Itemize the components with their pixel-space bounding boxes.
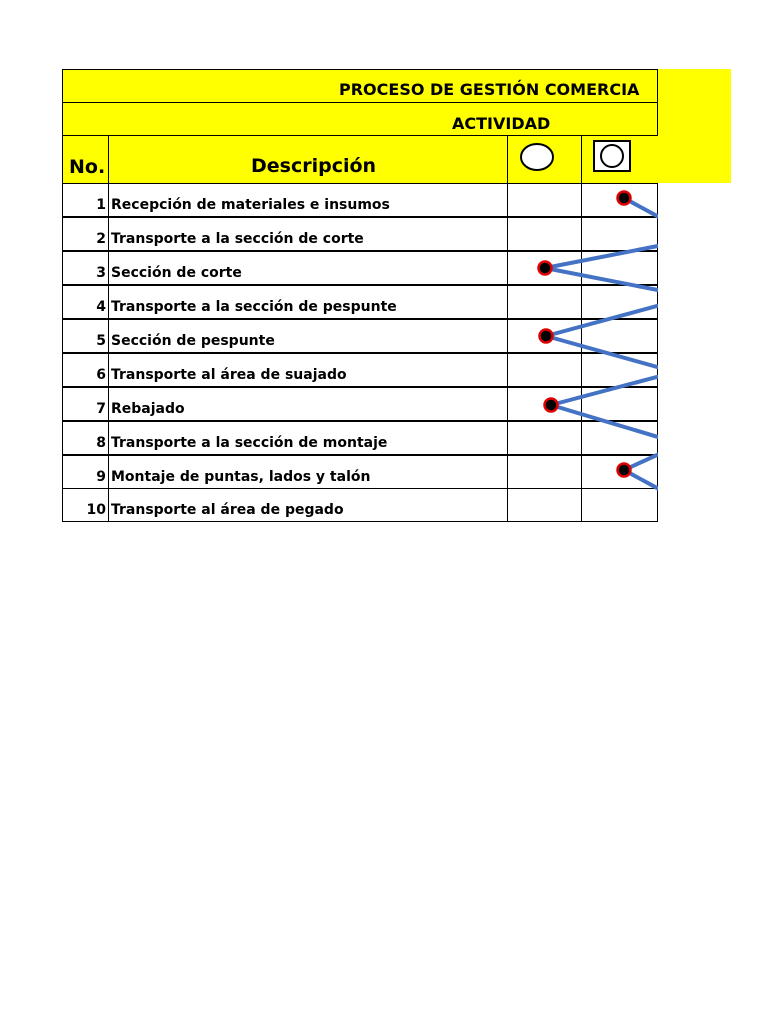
- activity-header: ACTIVIDAD: [452, 114, 551, 133]
- row-description-cell: [108, 488, 508, 522]
- row-number: 8: [96, 435, 106, 451]
- row-description: Transporte al área de suajado: [111, 367, 347, 383]
- table-row: [62, 387, 658, 421]
- table-row: [62, 285, 658, 319]
- row-number: 10: [86, 502, 106, 518]
- header-description-label: Descripción: [251, 155, 377, 177]
- row-operation-cell: [507, 217, 582, 251]
- row-description: Rebajado: [111, 401, 185, 417]
- column-header-row: [62, 135, 658, 184]
- header-fill-extension: [658, 69, 731, 183]
- row-operation-cell: [507, 353, 582, 387]
- row-number: 1: [96, 197, 106, 213]
- table-row: [62, 421, 658, 455]
- sheet-title: PROCESO DE GESTIÓN COMERCIA: [339, 80, 640, 99]
- row-combined-cell: [581, 285, 658, 319]
- row-combined-cell: [581, 319, 658, 353]
- table-row: [62, 183, 658, 217]
- table-row: [62, 455, 658, 489]
- row-number-cell: [62, 387, 109, 421]
- row-number-cell: [62, 251, 109, 285]
- sheet-title-row: [62, 69, 658, 103]
- row-description: Transporte a la sección de corte: [111, 231, 364, 247]
- row-number-cell: [62, 455, 109, 489]
- row-combined-cell: [581, 421, 658, 455]
- row-operation-cell: [507, 319, 582, 353]
- row-operation-cell: [507, 488, 582, 522]
- row-combined-cell: [581, 183, 658, 217]
- row-description: Transporte al área de pegado: [111, 502, 344, 518]
- row-description: Recepción de materiales e insumos: [111, 197, 390, 213]
- row-combined-cell: [581, 251, 658, 285]
- table-row: [62, 217, 658, 251]
- row-number: 6: [96, 367, 106, 383]
- row-number: 7: [96, 401, 106, 417]
- row-number-cell: [62, 183, 109, 217]
- row-combined-cell: [581, 353, 658, 387]
- header-cell-operation: [507, 135, 582, 184]
- row-description-cell: [108, 387, 508, 421]
- header-cell-description: [108, 135, 508, 184]
- row-operation-cell: [507, 183, 582, 217]
- row-description: Sección de pespunte: [111, 333, 275, 349]
- row-number: 2: [96, 231, 106, 247]
- row-description-cell: [108, 251, 508, 285]
- row-number-cell: [62, 319, 109, 353]
- row-number: 3: [96, 265, 106, 281]
- row-number-cell: [62, 488, 109, 522]
- row-number-cell: [62, 421, 109, 455]
- row-description-cell: [108, 217, 508, 251]
- row-number: 5: [96, 333, 106, 349]
- row-description-cell: [108, 455, 508, 489]
- header-cell-combined: [581, 135, 658, 184]
- row-number-cell: [62, 285, 109, 319]
- table-row: [62, 251, 658, 285]
- row-description-cell: [108, 285, 508, 319]
- row-combined-cell: [581, 217, 658, 251]
- row-description: Sección de corte: [111, 265, 242, 281]
- row-operation-cell: [507, 251, 582, 285]
- table-row: [62, 488, 658, 522]
- square-circle-icon: [582, 136, 659, 185]
- row-description-cell: [108, 353, 508, 387]
- row-operation-cell: [507, 387, 582, 421]
- circle-icon: [508, 136, 583, 185]
- row-operation-cell: [507, 455, 582, 489]
- table-row: [62, 319, 658, 353]
- row-number: 4: [96, 299, 106, 315]
- row-operation-cell: [507, 421, 582, 455]
- row-operation-cell: [507, 285, 582, 319]
- table-row: [62, 353, 658, 387]
- row-description: Transporte a la sección de pespunte: [111, 299, 397, 315]
- header-no-label: No.: [69, 156, 106, 178]
- row-number-cell: [62, 217, 109, 251]
- header-cell-no: [62, 135, 109, 184]
- row-description: Montaje de puntas, lados y talón: [111, 469, 371, 485]
- activity-header-row: [62, 102, 658, 136]
- row-number-cell: [62, 353, 109, 387]
- row-description-cell: [108, 421, 508, 455]
- row-description-cell: [108, 319, 508, 353]
- row-combined-cell: [581, 488, 658, 522]
- row-combined-cell: [581, 455, 658, 489]
- row-combined-cell: [581, 387, 658, 421]
- row-number: 9: [96, 469, 106, 485]
- row-description-cell: [108, 183, 508, 217]
- row-description: Transporte a la sección de montaje: [111, 435, 388, 451]
